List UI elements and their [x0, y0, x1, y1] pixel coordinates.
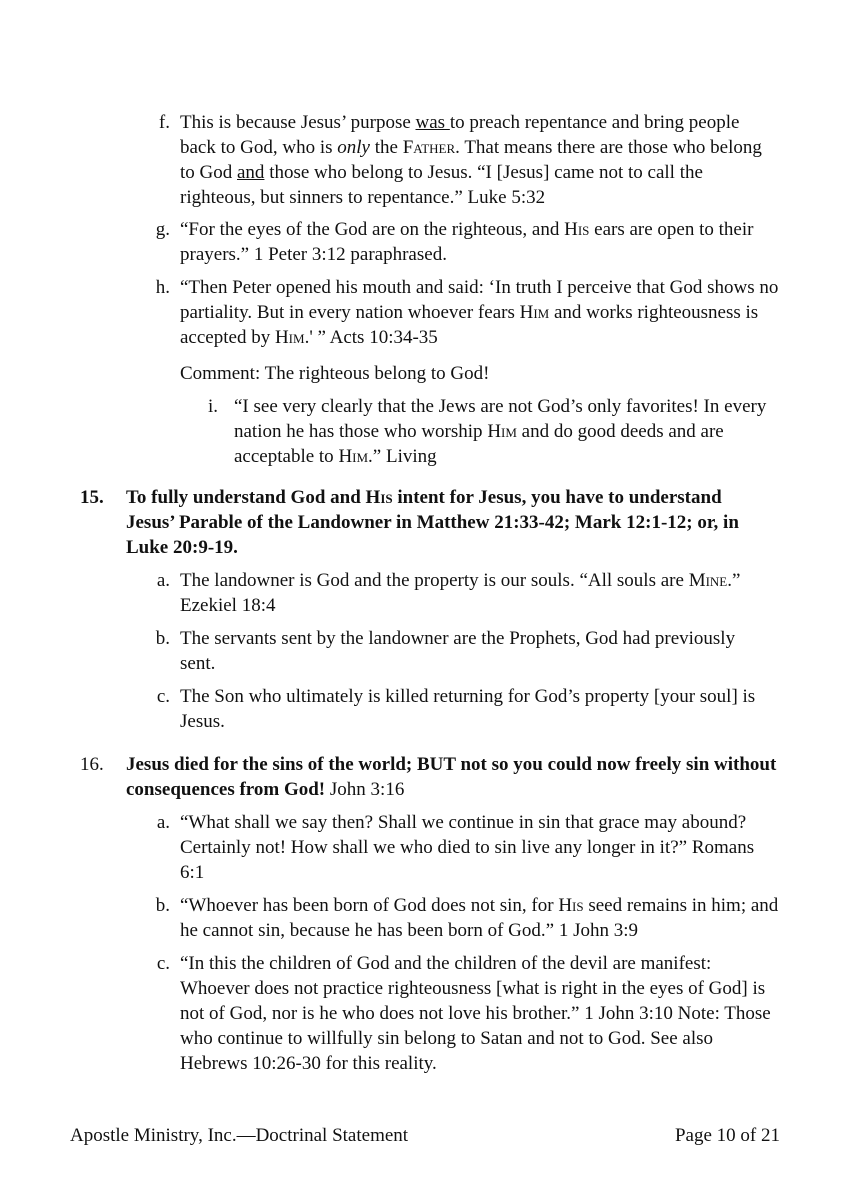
- comment-text: Comment: The righteous belong to God!: [180, 363, 490, 384]
- section-number: 15.: [80, 487, 104, 508]
- list-text: “Whoever has been born of God does not sin, for His seed remains in him; and he cannot sin, because he has been born of God.” 1 John 3:9: [180, 895, 779, 941]
- list-text: “For the eyes of the God are on the righteous, and His ears are open to their prayers.” 1 Peter 3:12 paraphrased.: [180, 219, 754, 265]
- list-label: b.: [155, 628, 170, 649]
- list-label: g.: [155, 219, 170, 240]
- list-label: h.: [155, 277, 170, 298]
- list-text: This is because Jesus’ purpose was to preach repentance and bring people back to God, who is only the Father. That means there are those who belong to God and those who belong to Jesus. “I [Jesus] came not to call the righteous, but sinners to repentance.” Luke 5:32: [180, 112, 762, 208]
- list-label: c.: [156, 686, 170, 707]
- section-heading: Jesus died for the sins of the world; BUT not so you could now freely sin without consequences from God! John 3:16: [126, 754, 777, 800]
- list-text: “In this the children of God and the children of the devil are manifest: Whoever does not practice righteousness [what is right in the eyes of God] is not of God, nor is he who does not love his brother.” 1 John 3:10 Note: Those who continue to willfully sin belong to Satan and not to God. See also Hebrews 10:26-30 for this reality.: [180, 953, 771, 1074]
- section-heading: To fully understand God and His intent for Jesus, you have to understand Jesus’ Parable of the Landowner in Matthew 21:33-42; Mark 12:1-12; or, in Luke 20:9-19.: [126, 487, 739, 558]
- list-text: “Then Peter opened his mouth and said: ‘In truth I perceive that God shows no partiality. But in every nation whoever fears Him and works righteousness is accepted by Him.' ” Acts 10:34-35: [180, 277, 779, 348]
- list-label: a.: [156, 570, 170, 591]
- list-label: c.: [156, 953, 170, 974]
- list-label: b.: [155, 895, 170, 916]
- list-label: f.: [158, 112, 170, 133]
- footer-left: Apostle Ministry, Inc.—Doctrinal Statement: [70, 1125, 409, 1146]
- list-text: “I see very clearly that the Jews are not God’s only favorites! In every nation he has those who worship Him and do good deeds and are acceptable to Him.” Living: [234, 396, 767, 467]
- list-label: a.: [156, 812, 170, 833]
- list-label: i.: [207, 396, 218, 417]
- page-number: Page 10 of 21: [674, 1125, 780, 1146]
- list-text: The landowner is God and the property is our souls. “All souls are Mine.” Ezekiel 18:4: [180, 570, 741, 616]
- list-text: The Son who ultimately is killed returning for God’s property [your soul] is Jesus.: [180, 686, 756, 732]
- section-number: 16.: [80, 754, 104, 775]
- list-text: The servants sent by the landowner are the Prophets, God had previously sent.: [180, 628, 736, 674]
- list-text: “What shall we say then? Shall we continue in sin that grace may abound? Certainly not! How shall we who died to sin live any longer in it?” Romans 6:1: [180, 812, 755, 883]
